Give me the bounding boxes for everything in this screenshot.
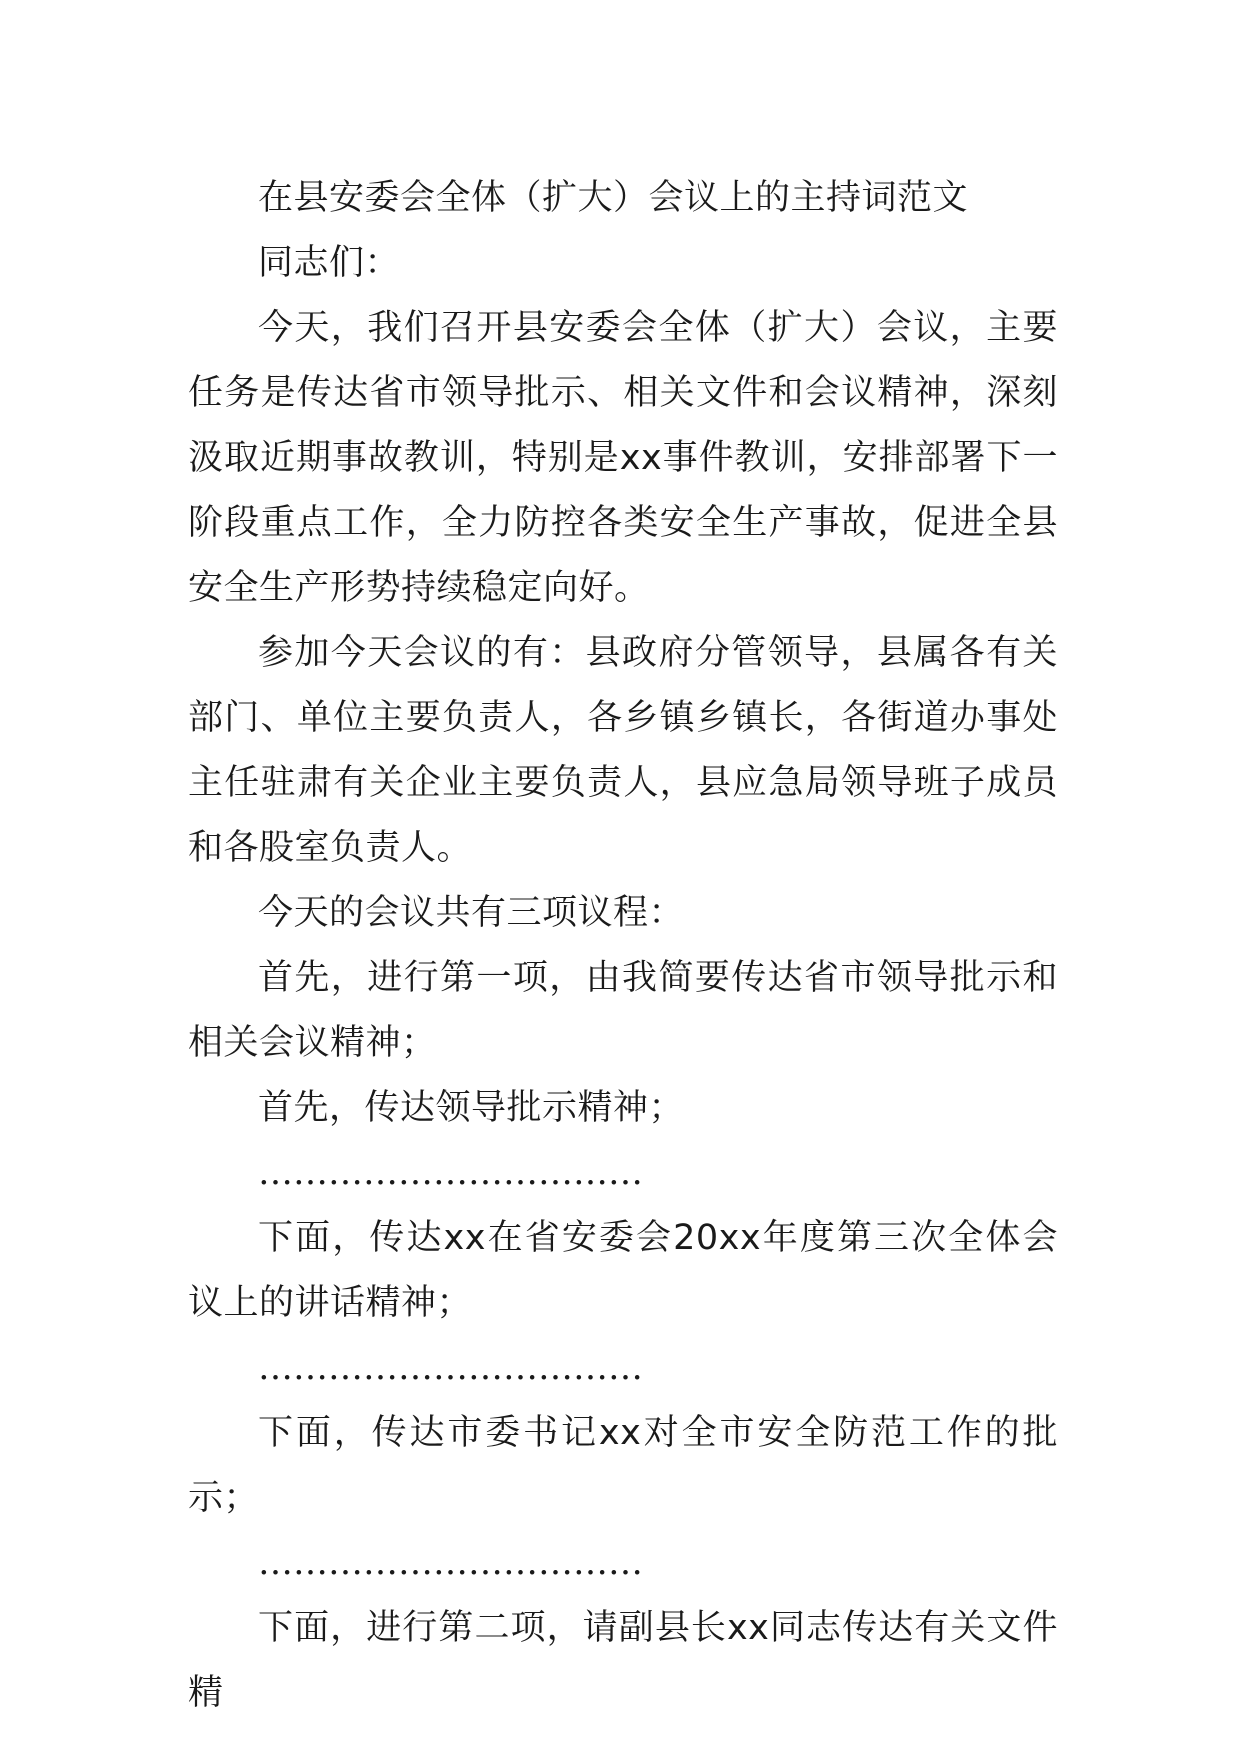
- salutation: 同志们：: [258, 243, 401, 283]
- paragraph-attendees: 参加今天会议的有：县政府分管领导，县属各有关部门、单位主要负责人，各乡镇乡镇长，各街道办事处主任驻肃有关企业主要负责人，县应急局领导班子成员和各股室负责人。: [188, 633, 1058, 868]
- ellipsis-line: ……………………………: [258, 1543, 643, 1583]
- paragraph-agenda: 今天的会议共有三项议程：: [258, 893, 685, 933]
- paragraph-intro: 今天，我们召开县安委会全体（扩大）会议，主要任务是传达省市领导批示、相关文件和会议精神，深刻汲取近期事故教训，特别是xx事件教训，安排部署下一阶段重点工作，全力防控各类安全生产事故，促进全县安全生产形势持续稳定向好。: [188, 308, 1058, 608]
- paragraph-item-two: 下面，进行第二项，请副县长xx同志传达有关文件精: [188, 1608, 1058, 1713]
- paragraph-item-one: 首先，进行第一项，由我简要传达省市领导批示和相关会议精神；: [188, 958, 1058, 1063]
- paragraph-speech: 下面，传达xx在省安委会20xx年度第三次全体会议上的讲话精神；: [188, 1218, 1058, 1323]
- ellipsis-line: ……………………………: [258, 1348, 643, 1388]
- paragraph-instructions: 首先，传达领导批示精神；: [258, 1088, 685, 1128]
- document-page: [188, 166, 1058, 1726]
- document-title: 在县安委会全体（扩大）会议上的主持词范文: [258, 178, 969, 218]
- paragraph-secretary: 下面，传达市委书记xx对全市安全防范工作的批示；: [188, 1413, 1058, 1518]
- ellipsis-line: ……………………………: [258, 1153, 643, 1193]
